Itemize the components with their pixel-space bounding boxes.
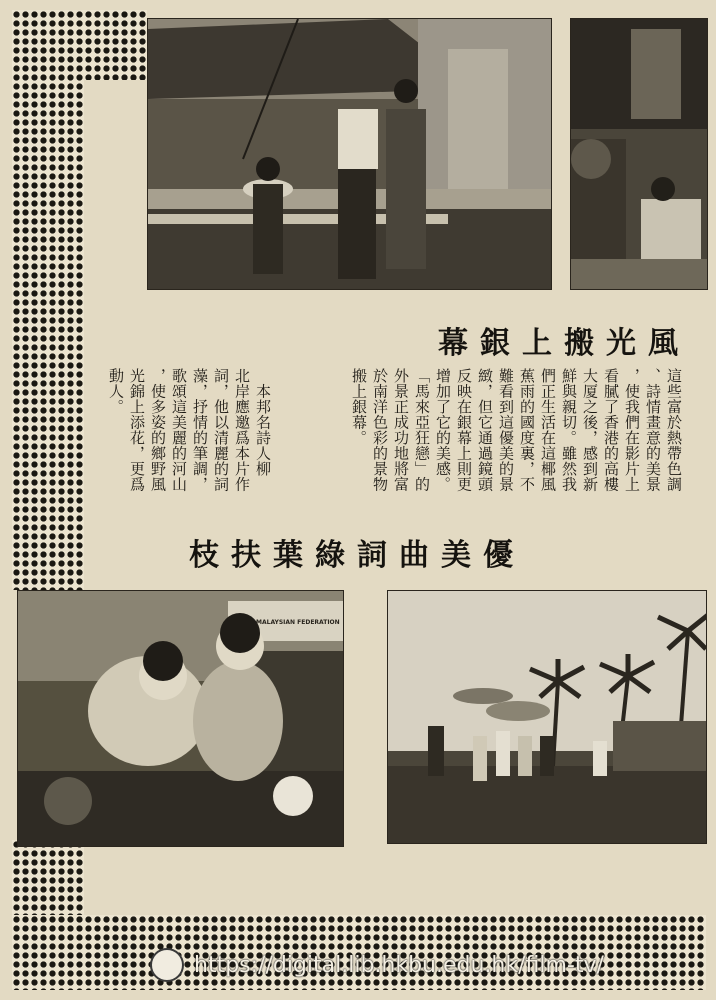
text-column: 搬上銀幕。 xyxy=(350,368,368,446)
text-column: 反映在銀幕上則更 xyxy=(455,368,473,492)
palm-trees-film-crew-photo xyxy=(387,590,707,844)
article-body-text xyxy=(348,368,684,538)
text-column: 本邦名詩人柳 xyxy=(254,368,272,477)
text-column: 光錦上添花，更爲 xyxy=(128,368,146,492)
text-column: 看膩了香港的高樓 xyxy=(602,368,620,492)
seated-woman-photo xyxy=(570,18,708,290)
actors-laughing-photo xyxy=(17,590,344,847)
article-body-text-2 xyxy=(105,368,273,538)
text-column: ，使多姿的鄉野風 xyxy=(149,368,167,492)
text-column: 們正生活在這椰風 xyxy=(539,368,557,492)
village-scene-photo xyxy=(147,18,552,290)
headline-lyrics: 優美曲詞綠葉扶枝 xyxy=(189,538,525,573)
text-column: 緻，但它通過鏡頭 xyxy=(476,368,494,492)
text-column: 鮮與親切。雖然我 xyxy=(560,368,578,492)
text-column: 歌頌這美麗的河山 xyxy=(170,368,188,492)
dot-pattern-top-border xyxy=(12,10,147,80)
text-column: 動人。 xyxy=(107,368,125,415)
headline-scenery-on-screen: 風光搬上銀幕 xyxy=(438,326,690,361)
text-column: 詞，他以清麗的詞 xyxy=(212,368,230,492)
text-column: 難看到這優美的景 xyxy=(497,368,515,492)
text-column: 於南洋色彩的景物 xyxy=(371,368,389,492)
library-logo-icon xyxy=(150,948,184,982)
text-column: 藻，抒情的筆調， xyxy=(191,368,209,492)
text-column: 、詩情畫意的美景 xyxy=(644,368,662,492)
library-watermark xyxy=(150,948,604,982)
text-column: 大厦之後，感到新 xyxy=(581,368,599,492)
text-column: 蕉雨的國度裏，不 xyxy=(518,368,536,492)
dot-pattern-left-border xyxy=(12,10,84,590)
watermark-url[interactable]: https://digital.lib.hkbu.edu.hk/film-tv/ xyxy=(194,952,604,978)
photo-sign-text: MALAYSIAN FEDERATION xyxy=(256,619,340,626)
text-column: 這些富於熱帶色調 xyxy=(665,368,683,492)
text-column: ，使我們在影片上 xyxy=(623,368,641,492)
text-column: 「馬來亞狂戀」的 xyxy=(413,368,431,492)
text-column: 北岸應邀爲本片作 xyxy=(233,368,251,492)
text-column: 增加了它的美感。 xyxy=(434,368,452,492)
text-column: 外景正成功地將富 xyxy=(392,368,410,492)
